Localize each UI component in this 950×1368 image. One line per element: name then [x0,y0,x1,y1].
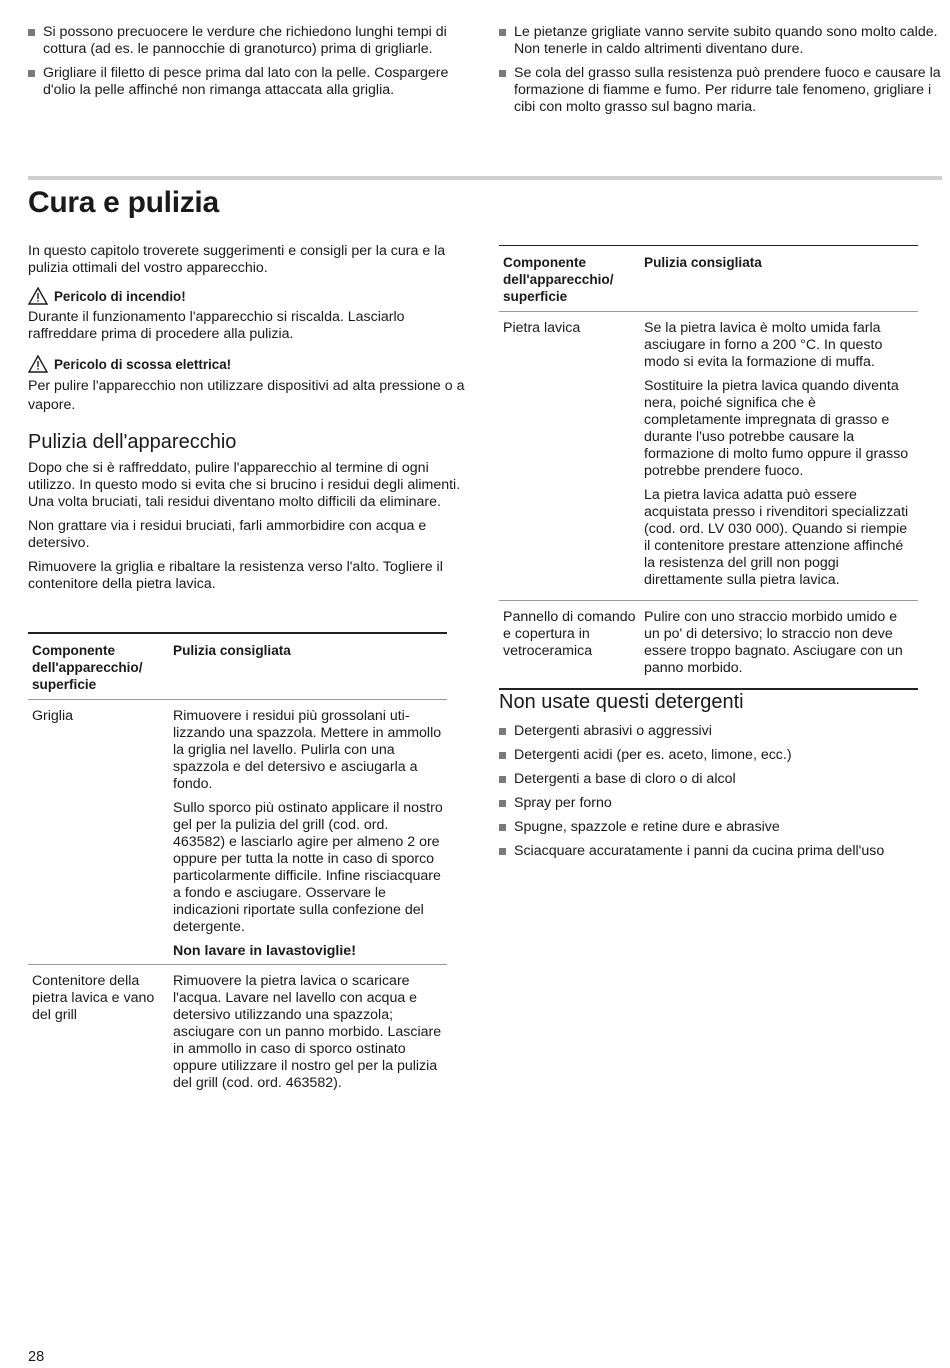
warning-text: Durante il funzionamento l'apparecchio si riscalda. Lasciarlo raffreddare prima di procedere alla pulizia. [28,309,405,342]
component-cell: Contenitore della pietra lavica e vano del grill [28,965,169,1104]
bullet-text: Si possono precuocere le verdure che richiedono lunghi tempi di cottura (ad es. le pannocchie di granoturco) prima di grigliarle. [43,24,447,57]
cleaning-text: Sostituire la pietra lavica quando diventa nera, poiché significa che è completamente impregnata di grasso e durante l'uso potrebbe causare la formazione di molto fumo oppure il grasso potrebbe prendere fuoco. [644,378,909,479]
left-cleaning-table-wrap [28,632,447,1103]
header-cleaning: Pulizia consigliata [173,643,291,658]
electric-warning-heading [28,355,470,373]
section-divider [28,176,942,180]
list-item [499,843,941,860]
detergents-heading: Non usate questi detergenti [499,691,744,713]
bullet-text: Se cola del grasso sulla resistenza può prendere fuoco e causare la formazione di fiamme e fumo. Per ridurre tale fenomeno, grigliare i cibi con molto grasso sul bagno maria. [514,65,941,115]
table-header-row [499,246,918,312]
left-column [28,243,470,600]
square-bullet-icon [28,29,35,36]
bullet-text: Detergenti abrasivi o aggressivi [514,723,712,739]
cleaning-note: Non lavare in lavastoviglie! [173,943,356,959]
component-cell: Pietra lavica [499,312,640,601]
component-cell: Pannello di comando e copertura in vetroceramica [499,601,640,690]
list-item [499,24,941,58]
bullet-text: Sciacquare accuratamente i panni da cucina prima dell'uso [514,843,885,859]
fire-warning-heading [28,287,470,305]
cleaning-table-continued [499,245,918,690]
warning-title: Pericolo di scossa elettrica! [54,356,232,372]
square-bullet-icon [499,70,506,77]
list-item [499,723,941,740]
cleaning-table [28,632,447,1103]
square-bullet-icon [499,824,506,831]
bullet-text: Spugne, spazzole e retine dure e abrasive [514,819,780,835]
bullet-text: Detergenti a base di cloro o di alcol [514,771,736,787]
header-cleaning: Pulizia consigliata [644,255,762,270]
cleaning-text: Se la pietra lavica è molto umida farla asciugare in forno a 200 °C. In questo modo si evita la formazione di muffa. [644,320,883,370]
square-bullet-icon [499,728,506,735]
header-component: Componente dell'apparecchio/ superficie [32,643,143,692]
table-row [499,601,918,690]
table-row [499,312,918,601]
header-component: Componente dell'apparecchio/ superficie [503,255,614,304]
warning-triangle-icon [28,355,48,373]
cleaning-text: Sullo sporco più ostinato applicare il nostro gel per la pulizia del grill (cod. ord. 463582) e lasciarlo agire per almeno 2 ore oppure per tutta la notte in caso di sporco particolarmente difficile. Infine risciacquare a fondo e asciugare. Osservare le indicazioni riportate sulla confezione del detergente. [173,800,443,935]
bullet-text: Grigliare il filetto di pesce prima dal lato con la pelle. Cospargere d'olio la pelle affinché non rimanga attaccata alla griglia. [43,65,449,98]
cleaning-cell [640,312,918,601]
intro-text: In questo capitolo troverete suggerimenti e consigli per la cura e la pulizia ottimali del vostro apparecchio. [28,243,446,276]
list-item [28,65,470,99]
square-bullet-icon [499,776,506,783]
table-header-row [28,633,447,700]
list-item [28,24,470,58]
cleaning-cell [640,601,918,690]
list-item [499,819,941,836]
cleaning-heading: Pulizia dell'apparecchio [28,431,237,453]
paragraph: Rimuovere la griglia e ribaltare la resistenza verso l'alto. Togliere il contenitore della pietra lavica. [28,559,443,592]
square-bullet-icon [499,29,506,36]
cleaning-cell [169,700,447,965]
bullet-text: Detergenti acidi (per es. aceto, limone, ecc.) [514,747,792,763]
square-bullet-icon [28,70,35,77]
cleaning-text: La pietra lavica adatta può essere acquistata presso i rivenditori specializzati (cod. ord. LV 030 000). Quando si riempie il contenitore prestare attenzione affinché la resistenza del grill non poggi direttamente sulla pietra lavica. [644,487,909,588]
list-item [499,747,941,764]
warning-title: Pericolo di incendio! [54,288,186,304]
detergents-list [499,723,941,860]
cleaning-text: Rimuovere i residui più grossolani utilizzando una spazzola. Mettere in ammollo la griglia nel lavello. Pulirla con una spazzola e del detersivo e asciugarla a fondo. [173,708,442,792]
list-item [499,771,941,788]
bullet-text: Le pietanze grigliate vanno servite subito quando sono molto calde. Non tenerle in caldo altrimenti diventano dure. [514,24,938,57]
table-row [28,965,447,1104]
top-left-column [28,24,470,106]
bullet-text: Spray per forno [514,795,612,811]
warning-triangle-icon [28,287,48,305]
paragraph: Non grattare via i residui bruciati, farli ammorbidire con acqua e detersivo. [28,518,427,551]
cleaning-text: Rimuovere la pietra lavica o scaricare l'acqua. Lavare nel lavello con acqua e detersivo utilizzando una spazzola; asciugare con un panno morbido. Lasciare in ammollo in caso di sporco ostinato oppure utilizzare il nostro gel per la pulizia del grill (cod. ord. 463582). [173,973,442,1091]
page-number: 28 [28,1349,45,1365]
section-title: Cura e pulizia [28,186,219,219]
list-item [499,65,941,116]
cleaning-text: Pulire con uno straccio morbido umido e un po' di detersivo; lo straccio non deve essere troppo bagnato. Asciugare con un panno morbido. [644,609,903,676]
square-bullet-icon [499,800,506,807]
top-right-bullet-list [499,24,941,116]
table-row [28,700,447,965]
paragraph: Dopo che si è raffreddato, pulire l'apparecchio al termine di ogni utilizzo. In questo modo si evita che si brucino i residui degli alimenti. Una volta bruciati, tali residui diventano molto difficili da eliminare. [28,460,461,510]
cleaning-cell [169,965,447,1104]
list-item [499,795,941,812]
detergents-section [499,690,941,867]
top-left-bullet-list [28,24,470,99]
top-right-column [499,24,941,123]
component-cell: Griglia [28,700,169,965]
right-cleaning-table-wrap [499,245,918,690]
warning-text: Per pulire l'apparecchio non utilizzare dispositivi ad alta pressione o a vapore. [28,378,465,413]
square-bullet-icon [499,848,506,855]
square-bullet-icon [499,752,506,759]
